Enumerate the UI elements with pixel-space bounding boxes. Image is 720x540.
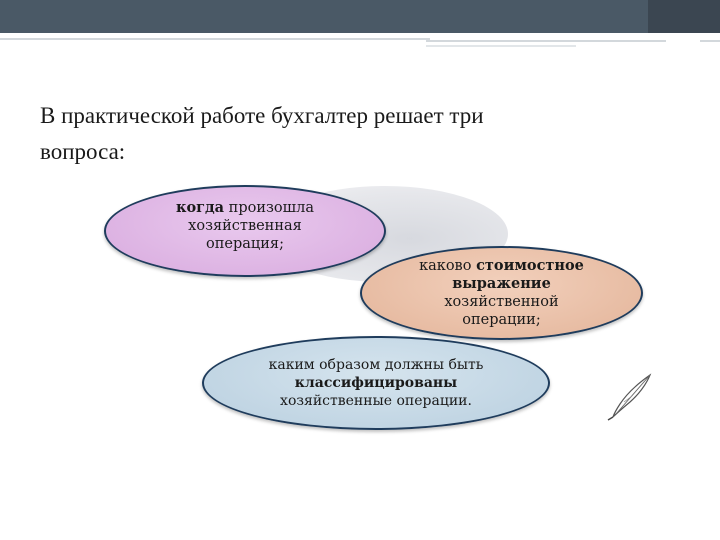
header-rule-short: [426, 45, 576, 47]
header-bar: [0, 0, 720, 33]
bubble-cost-keyword-2: выражение: [452, 275, 551, 292]
header-rule-right: [700, 40, 720, 42]
bubble-cost-line-4: операции;: [462, 312, 541, 328]
slide-title-line-2: вопроса:: [40, 139, 126, 164]
bubble-cost: [360, 246, 643, 340]
bubble-cost-line-1-plain: каково: [419, 258, 477, 274]
bubble-cost-keyword-1: стоимостное: [476, 257, 584, 274]
bubble-classification-keyword: классифицированы: [294, 375, 458, 391]
header-rule-left: [0, 38, 430, 40]
bubble-classification: [202, 336, 550, 430]
bubble-when-line-1: [176, 199, 314, 217]
bubble-cost-line-1: [419, 257, 584, 275]
bubble-when-line-2: хозяйственная: [188, 218, 302, 234]
bubble-when-line-1-rest: произошла: [224, 200, 315, 216]
bubble-when-keyword: когда: [175, 199, 225, 216]
bubble-classification-line-1: каким образом должны быть: [268, 357, 484, 373]
slide-title: [40, 98, 640, 170]
header-bar-accent: [648, 0, 720, 33]
bubble-classification-line-3: хозяйственные операции.: [280, 393, 472, 409]
quill-pen-icon: [604, 372, 656, 422]
bubble-when-line-3: операция;: [206, 236, 284, 252]
header-rule-middle: [426, 40, 666, 42]
bubble-when: [104, 185, 386, 277]
bubble-cost-line-3: хозяйственной: [444, 294, 559, 310]
slide-title-line-1: В практической работе бухгалтер решает три: [40, 103, 484, 128]
